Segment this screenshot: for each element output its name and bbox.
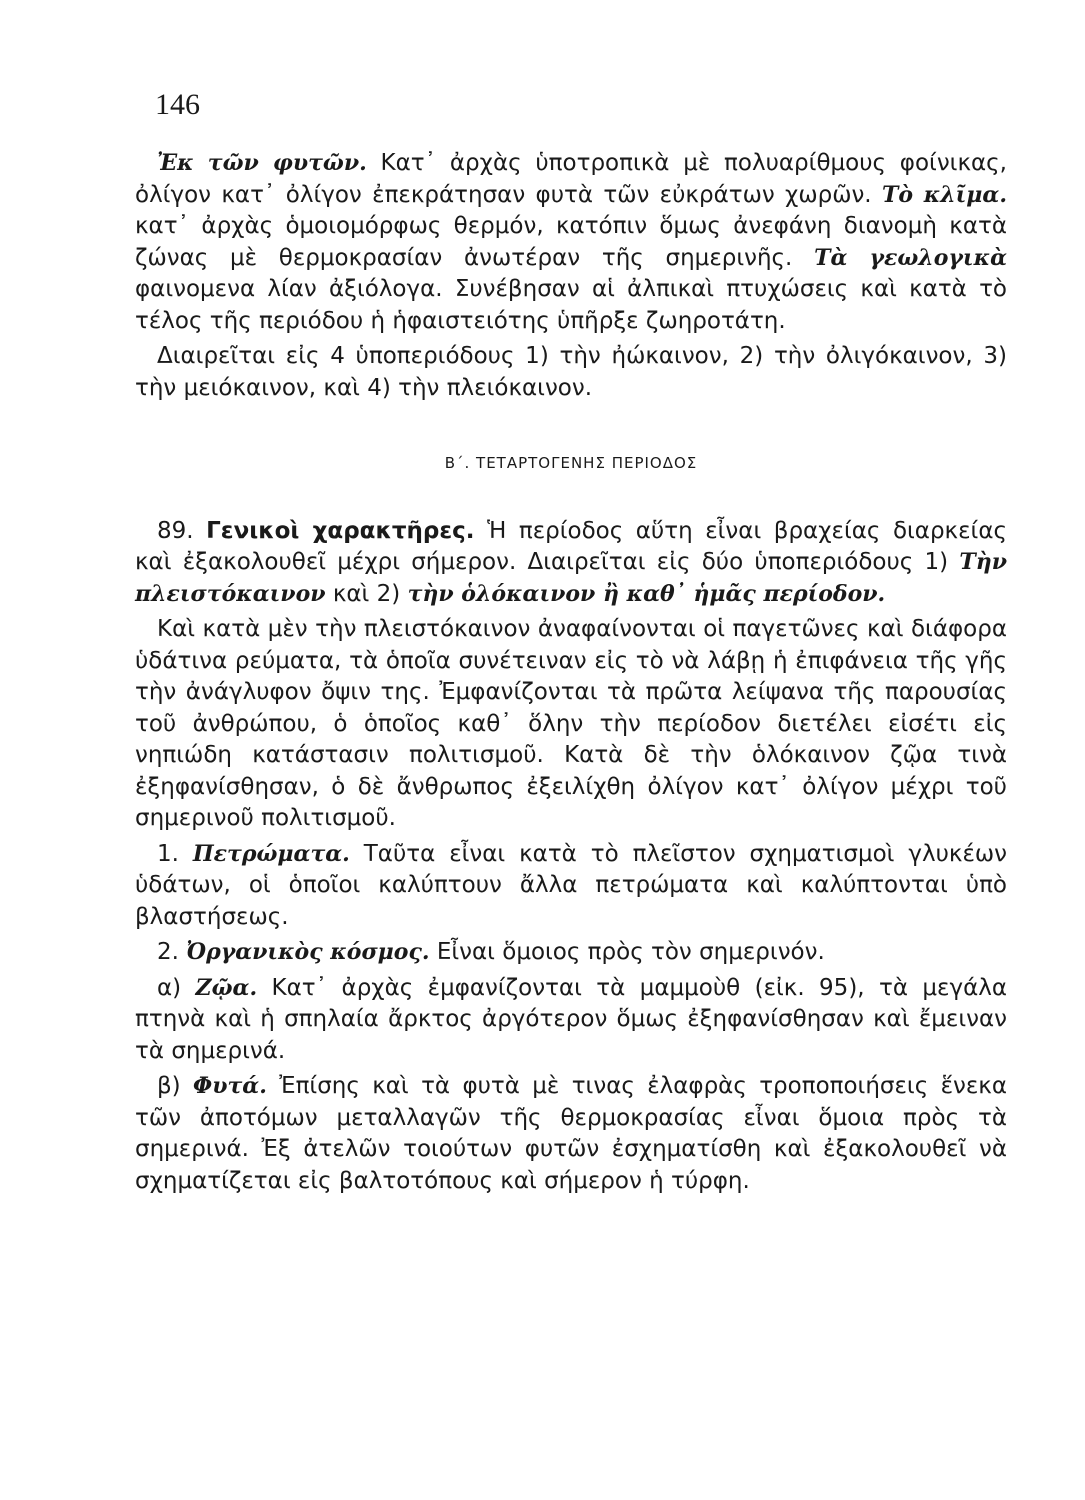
heading-rocks: Πετρώματα. [192, 840, 350, 867]
paragraph-general [135, 516, 1007, 611]
text: Ἐπίσης καὶ τὰ φυτὰ μὲ τινας ἐλαφρὰς τροποποιήσεις ἕνεκα τῶν ἀποτόμων μεταλλαγῶν τῆς θερμοκρασίας εἶναι ὅμοια πρὸς τὰ σημερινά. Ἐξ ἀτελῶν τοιούτων φυτῶν ἐσχηματίσθη καὶ ἐξακολουθεῖ νὰ σχηματίζεται εἰς βαλτοτόπους καὶ σήμερον ἡ τύρφη. [135, 1073, 1008, 1194]
heading-climate: Τὸ κλῖμα. [881, 181, 1007, 208]
paragraph-plants [135, 148, 1007, 337]
paragraph-number: 89. [157, 517, 194, 544]
term-holocene: τὴν ὁλόκαινον ἢ καθ᾽ ἡμᾶς περίοδον. [407, 580, 886, 607]
text: Κατ᾽ ἀρχὰς ὑποτροπικὰ μὲ πολυαρίθμους φοίνικας, ὀλίγον κατ᾽ ὀλίγον ἐπεκράτησαν φυτὰ τῶν εὐκράτων χωρῶν. [135, 150, 1007, 208]
paragraph-animals [135, 973, 1007, 1068]
text: κατ᾽ ἀρχὰς ὁμοιομόρφως θερμόν, κατόπιν ὅμως ἀνεφάνη διανομὴ κατὰ ζώνας μὲ θερμοκρασίαν ἀνωτέραν τῆς σημερινῆς. [135, 213, 1007, 271]
heading-organic: Ὀργανικὸς κόσμος. [186, 939, 430, 965]
item-number: 2. [157, 939, 179, 965]
page-number: 146 [155, 88, 200, 121]
text: Ἡ περίοδος αὕτη εἶναι βραχείας διαρκείας καὶ ἐξακολουθεῖ μέχρι σήμερον. Διαιρεῖται εἰς δύο ὑποπεριόδους 1) [135, 517, 1007, 575]
text: Κατ᾽ ἀρχὰς ἐμφανίζονται τὰ μαμμοὺθ (εἰκ. 95), τὰ μεγάλα πτηνὰ καὶ ἡ σπηλαία ἄρκτος ἀργότερον ὅμως ἐξηφανίσθησαν καὶ ἔμειναν τὰ σημερινά. [135, 974, 1008, 1064]
heading-flora: Φυτά. [193, 1073, 267, 1099]
heading-animals: Ζῷα. [195, 974, 258, 1001]
paragraph-pleistocene: Καὶ κατὰ μὲν τὴν πλειστόκαινον ἀναφαίνονται οἱ παγετῶνες καὶ διάφορα ὑδάτινα ρεύματα, τὰ ὁποῖα συνέτειναν εἰς τὸ νὰ λάβῃ ἡ ἐπιφάνεια τῆς γῆς τὴν ἀνάγλυφον ὄψιν της. Ἐμφανίζονται τὰ πρῶτα λείψανα τῆς παρουσίας τοῦ ἀνθρώπου, ὁ ὁποῖος καθ᾽ ὅλην τὴν περίοδον διετέλει εἰσέτι εἰς νηπιώδη κατάστασιν πολιτισμοῦ. Κατὰ δὲ τὴν ὁλόκαινον ζῷα τινὰ ἐξηφανίσθησαν, ὁ δὲ ἄνθρωπος ἐξειλίχθη ὀλίγον κατ᾽ ὀλίγον μέχρι τοῦ σημερινοῦ πολιτισμοῦ. [135, 616, 1007, 831]
item-number: 1. [157, 840, 179, 867]
item-number: α) [157, 974, 182, 1001]
heading-general: Γενικοὶ χαρακτῆρες. [206, 517, 475, 544]
paragraph-flora [135, 1071, 1007, 1197]
paragraph-subdivisions: Διαιρεῖται εἰς 4 ὑποπεριόδους 1) τὴν ἠώκαινον, 2) τὴν ὀλιγόκαινον, 3) τὴν μειόκαινον, καὶ 4) τὴν πλειόκαινον. [135, 343, 1007, 401]
text: καὶ 2) [325, 580, 408, 607]
heading-geology: Τὰ γεωλογικὰ [814, 244, 1007, 271]
text: φαινομενα λίαν ἀξιόλογα. Συνέβησαν αἱ ἀλπικαὶ πτυχώσεις καὶ κατὰ τὸ τέλος τῆς περιόδου ἡ ἡφαιστειότης ὑπῆρξε ζωηροτάτη. [135, 276, 1007, 334]
section-heading: Β΄. ΤΕΤΑΡΤΟΓΕΝΗΣ ΠΕΡΙΟΔΟΣ [444, 454, 698, 472]
heading-plants: Ἐκ τῶν φυτῶν. [157, 150, 367, 176]
text: Ταῦτα εἶναι κατὰ τὸ πλεῖστον σχηματισμοὶ γλυκέων ὑδάτων, οἱ ὁποῖοι καλύπτουν ἄλλα πετρώματα καὶ καλύπτονται ὑπὸ βλαστήσεως. [135, 840, 1007, 930]
body-text [135, 148, 1007, 1201]
paragraph-organic [135, 937, 1007, 969]
item-number: β) [157, 1073, 181, 1099]
text: Εἶναι ὅμοιος πρὸς τὸν σημερινόν. [429, 939, 825, 965]
paragraph-rocks [135, 839, 1007, 934]
term-pleistocene: Τὴν πλειστόκαινον [135, 549, 1007, 607]
